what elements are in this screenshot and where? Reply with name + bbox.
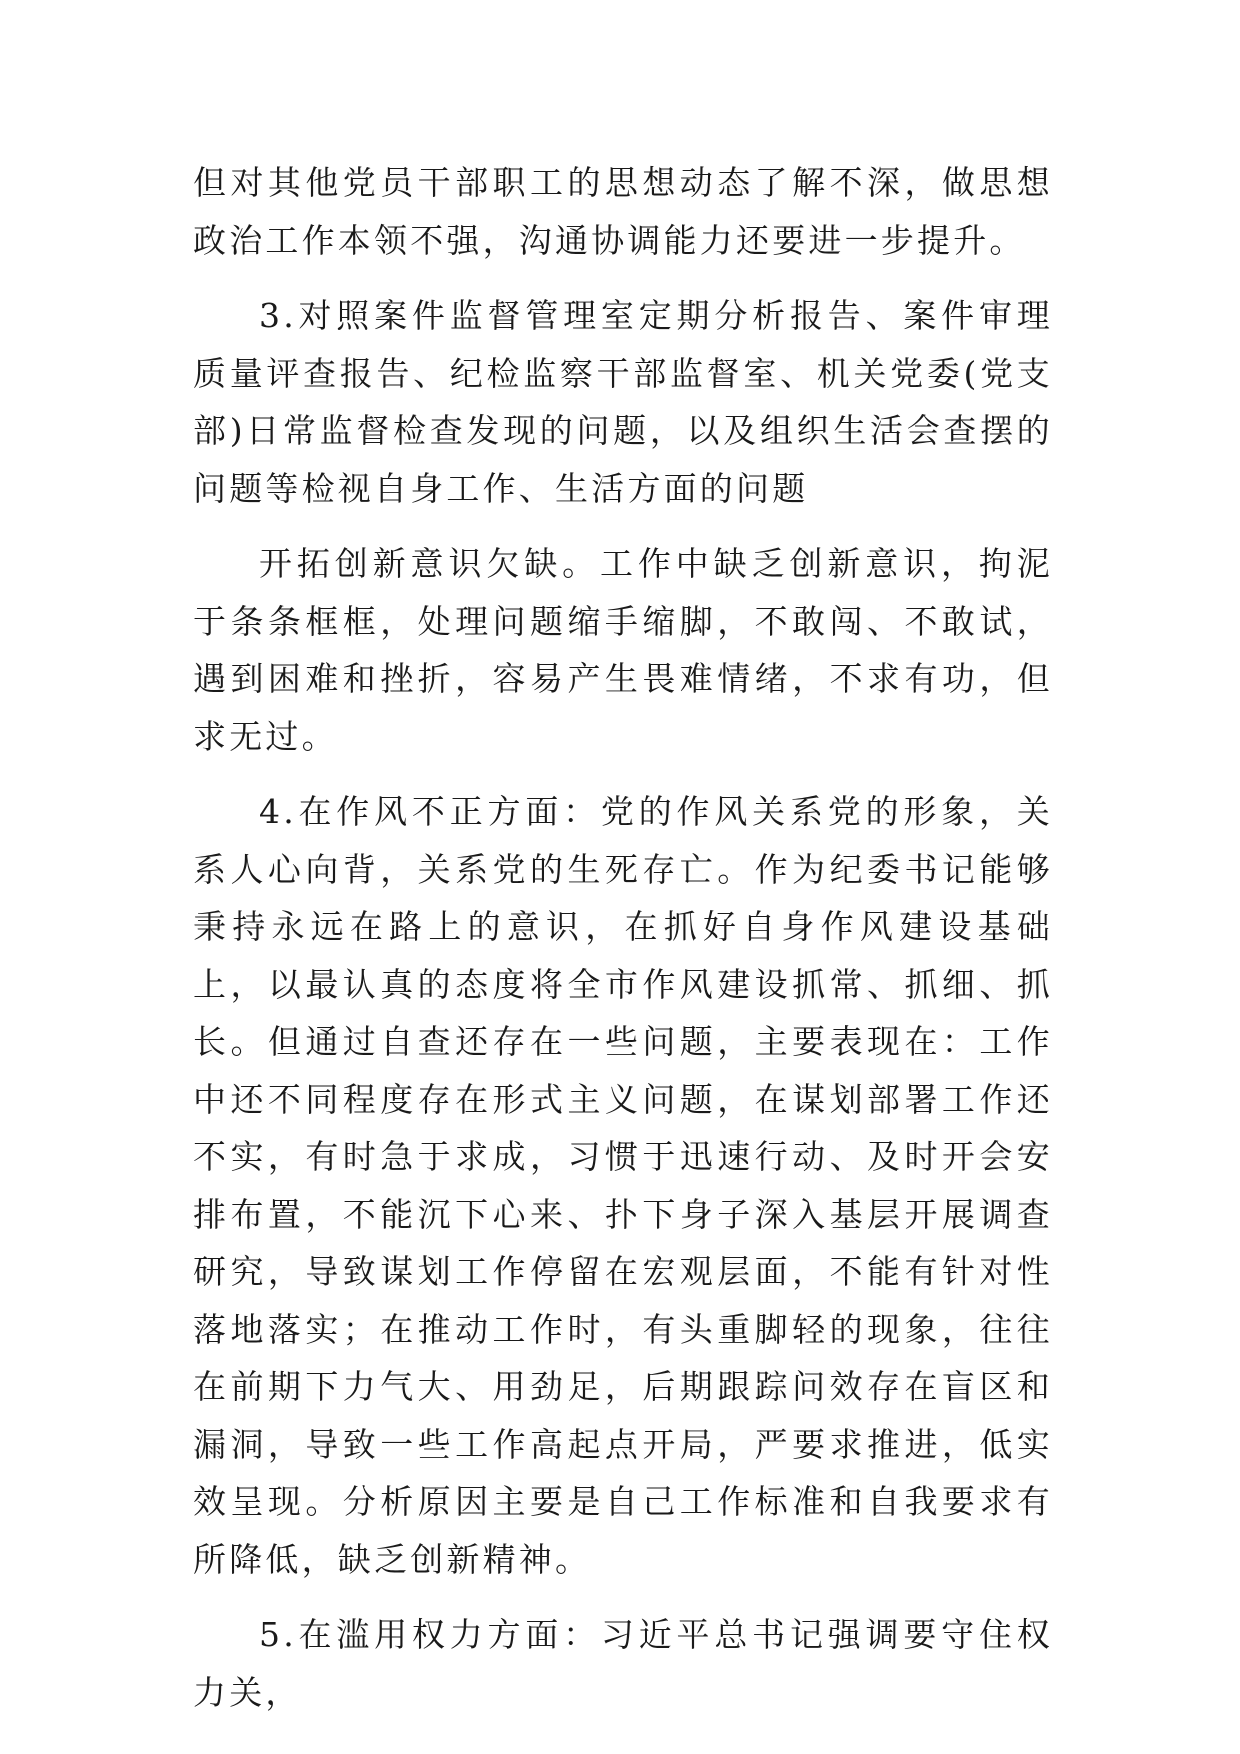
paragraph-item-5: 5.在滥用权力方面：习近平总书记强调要守住权力关， xyxy=(193,1615,1053,1712)
paragraph-item-3: 3.对照案件监督管理室定期分析报告、案件审理质量评查报告、纪检监察干部监督室、机关党委(党支部)日常监督检查发现的问题，以及组织生活会查摆的问题等检视自身工作、生活方面的问题 xyxy=(193,296,1053,508)
paragraph-item-4: 4.在作风不正方面：党的作风关系党的形象，关系人心向背，关系党的生死存亡。作为纪委书记能够秉持永远在路上的意识，在抓好自身作风建设基础上，以最认真的态度将全市作风建设抓常、抓细、抓长。但通过自查还存在一些问题，主要表现在：工作中还不同程度存在形式主义问题，在谋划部署工作还不实，有时急于求成，习惯于迅速行动、及时开会安排布置，不能沉下心来、扑下身子深入基层开展调查研究，导致谋划工作停留在宏观层面，不能有针对性落地落实；在推动工作时，有头重脚轻的现象，往往在前期下力气大、用劲足，后期跟踪问效存在盲区和漏洞，导致一些工作高起点开局，严要求推进，低实效呈现。分析原因主要是自己工作标准和自我要求有所降低，缺乏创新精神。 xyxy=(193,792,1053,1579)
paragraph-innovation: 开拓创新意识欠缺。工作中缺乏创新意识，拘泥于条条框框，处理问题缩手缩脚，不敢闯、不敢试，遇到困难和挫折，容易产生畏难情绪，不求有功，但求无过。 xyxy=(193,544,1053,756)
document-body xyxy=(193,154,1053,1721)
paragraph-continuation: 但对其他党员干部职工的思想动态了解不深，做思想政治工作本领不强，沟通协调能力还要进一步提升。 xyxy=(193,163,1053,260)
